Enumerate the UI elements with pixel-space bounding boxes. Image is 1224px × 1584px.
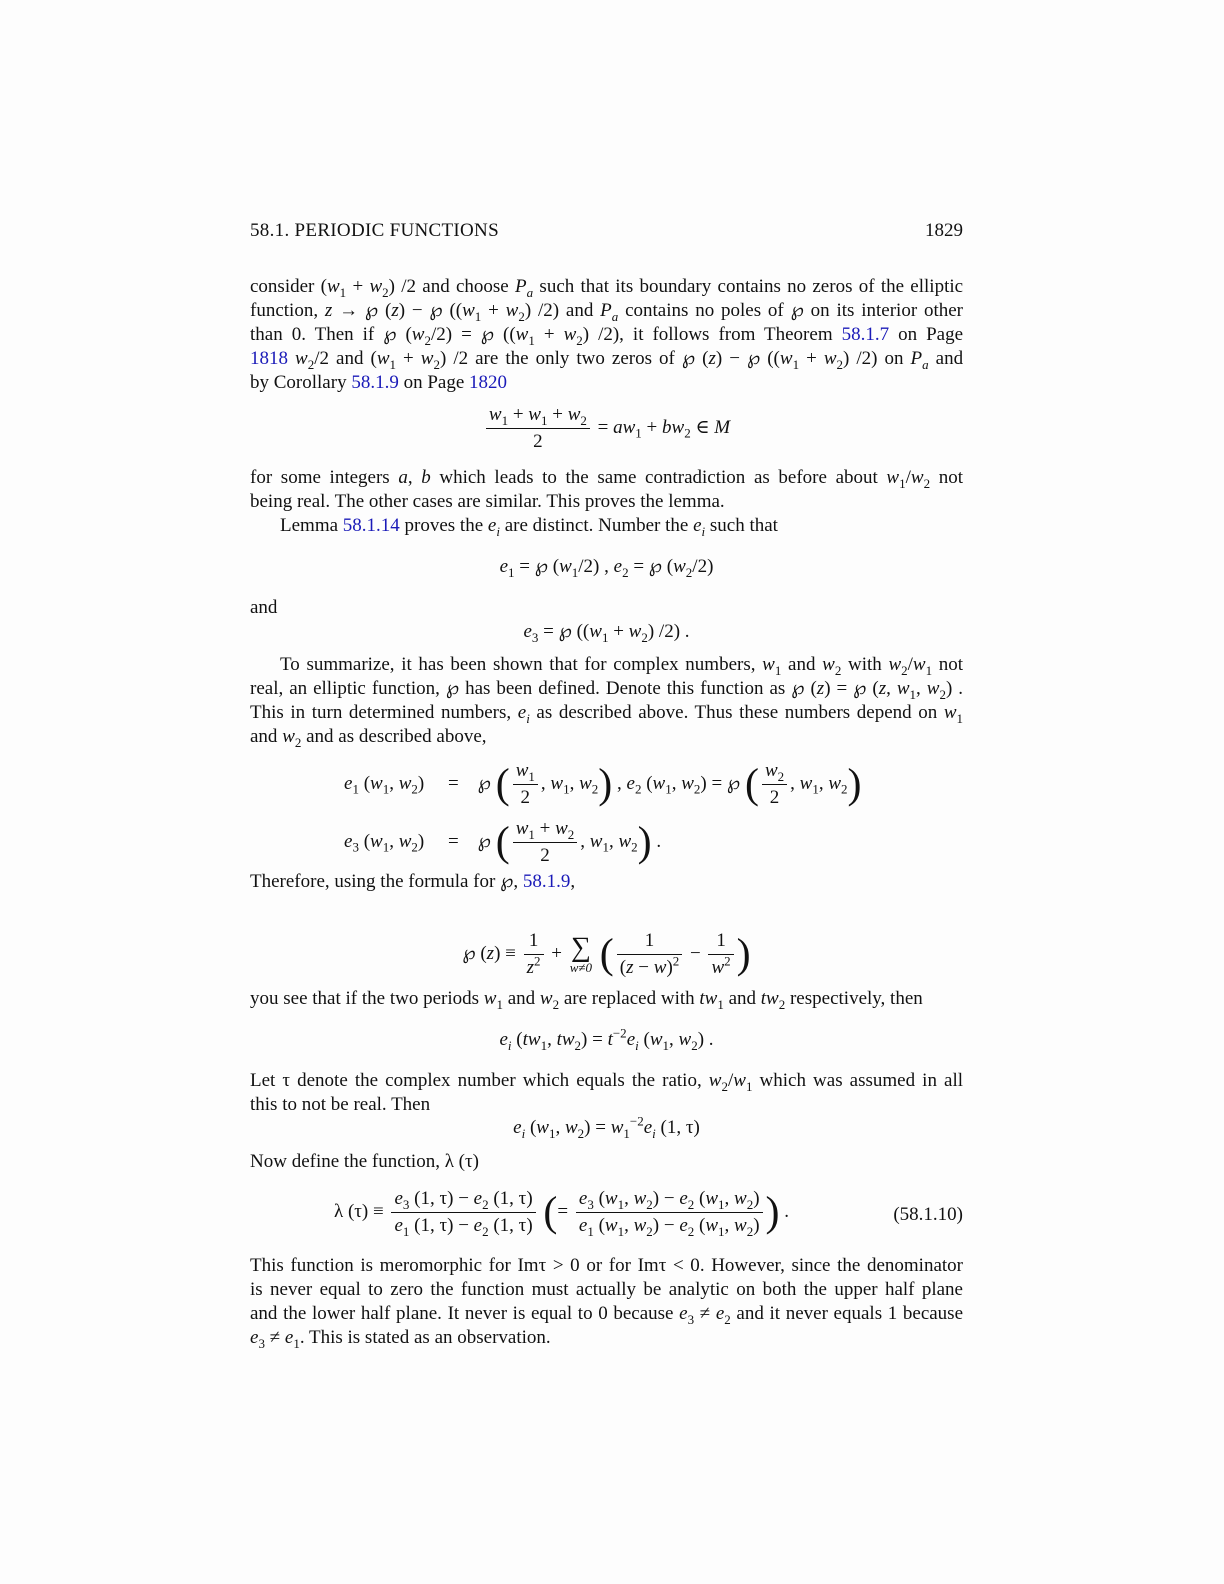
paragraph-line: Now define the function, λ (τ) (250, 1151, 479, 1172)
paragraph-line: being real. The other cases are similar. This proves the lemma. (250, 491, 725, 512)
paragraph-line: 1818 $w_2/2$ and $(w_1 + w_2)$ /2 are the only two zeros of ℘ (z) − ℘ ($(w_1 + w_2)$ /2) on $P_a$ and (250, 348, 964, 372)
paragraph-line: this to not be real. Then (250, 1094, 431, 1115)
paragraph-line: and the lower half plane. It never is equal to 0 because $e_3 \ne e_2$ and it never equals 1 because (250, 1303, 964, 1327)
lemma-link[interactable]: 58.1.14 (342, 515, 400, 536)
paragraph-line: function, z → ℘ (z) − ℘ ($(w_1 + w_2)$ /2) and $P_a$ contains no poles of ℘ on its interior other (250, 300, 963, 324)
corollary-link[interactable]: 58.1.9 (351, 372, 399, 393)
display-equation: $e_i$ ($w_1$, $w_2) = w_1^{-2}e_i$ (1, τ) (513, 1113, 700, 1141)
paragraph-line: than 0. Then if ℘ $(w_2/2)$ = ℘ ($(w_1 + w_2)$ /2), it follows from Theorem 58.1.7 on Page (250, 324, 964, 348)
paragraph-line: Lemma 58.1.14 proves the $e_i$ are distinct. Number the $e_i$ such that (280, 515, 778, 539)
display-equation: $e_3$ ($w_1$, $w_2$) = ℘ ( $\frac{w_1 + w_2}{2}$ , $w_1$, $w_2$) . (344, 818, 662, 866)
page-link[interactable]: 1820 (469, 372, 508, 393)
paragraph-line: is never equal to zero the function must actually be analytic on both the upper half plane (250, 1279, 963, 1300)
display-equation: λ (τ) ≡ $\frac{e_3 (1, \tau) - e_2 (1, \tau)}{e_1 (1, \tau) - e_2 (1, \tau)}$ (= $\frac{e_3 (w_1, w_2) - e_2 (w_1, w_2)}{e_1 (w_1, w_2) - e_2 (w_1, w_2)}$ ) . (334, 1188, 790, 1239)
paragraph-line: and $w_2$ and as described above, (250, 726, 487, 750)
paragraph-line: Let τ denote the complex number which equals the ratio, $w_2/w_1$ which was assumed in all (250, 1070, 964, 1094)
paragraph-line: Therefore, using the formula for ℘, 58.1.9, (250, 871, 576, 892)
display-equation: $e_3$ = ℘ ($(w_1 + w_2)$ /2) . (523, 621, 690, 645)
paragraph-line: consider $(w_1 + w_2)$ /2 and choose $P_a$ such that its boundary contains no zeros of the elliptic (250, 276, 964, 300)
formula-link[interactable]: 58.1.9 (522, 871, 571, 892)
paragraph-line: real, an elliptic function, ℘ has been defined. Denote this function as ℘ (z) = ℘ (z, $w_1$, $w_2$) . (250, 678, 963, 702)
paragraph-line: by Corollary 58.1.9 on Page 1820 (250, 372, 508, 393)
paragraph-line: and (250, 597, 278, 618)
display-equation: $e_1$ ($w_1$, $w_2$) = ℘ ( $\frac{w_1}{2}$ , $w_1$, $w_2$) , $e_2$ ($w_1$, $w_2$) = ℘ ( $\frac{w_2}{2}$ , $w_1$, $w_2$) (344, 760, 862, 808)
equation-number: (58.1.10) (893, 1204, 963, 1225)
paragraph-line: $e_3 \ne e_1$. This is stated as an observation. (250, 1327, 551, 1351)
running-header-section: 58.1. PERIODIC FUNCTIONS (250, 220, 499, 241)
display-equation: ℘ (z) ≡ $\frac{1}{z^2}$ + ∑ w≠0 ( $\frac{1}{(z - w)^2}$ − $\frac{1}{w^2}$ ) (462, 930, 751, 978)
page-link[interactable]: 1818 (250, 348, 288, 369)
display-equation: $e_1$ = ℘ $(w_1/2)$ , $e_2$ = ℘ $(w_2/2)$ (499, 556, 714, 580)
paragraph-line: you see that if the two periods $w_1$ and $w_2$ are replaced with $tw_1$ and $tw_2$ respectively, then (250, 988, 923, 1012)
display-equation: $\frac{w_1 + w_1 + w_2}{2}$ = $aw_1 + bw_2$ ∈ M (250, 404, 963, 453)
paragraph-line: for some integers a, b which leads to the same contradiction as before about $w_1/w_2$ not (250, 467, 963, 491)
paragraph-line: To summarize, it has been shown that for complex numbers, $w_1$ and $w_2$ with $w_2/w_1$ not (280, 654, 964, 678)
theorem-link[interactable]: 58.1.7 (841, 324, 890, 345)
paragraph-line: This function is meromorphic for Imτ > 0 or for Imτ < 0. However, since the denominator (250, 1255, 964, 1276)
paragraph-line: This in turn determined numbers, $e_i$ as described above. Thus these numbers depend on $w_1$ (250, 702, 964, 726)
page-number: 1829 (925, 220, 963, 241)
display-equation: $e_i$ ($tw_1$, $tw_2) = t^{-2}e_i$ ($w_1$, $w_2$) . (499, 1025, 714, 1053)
